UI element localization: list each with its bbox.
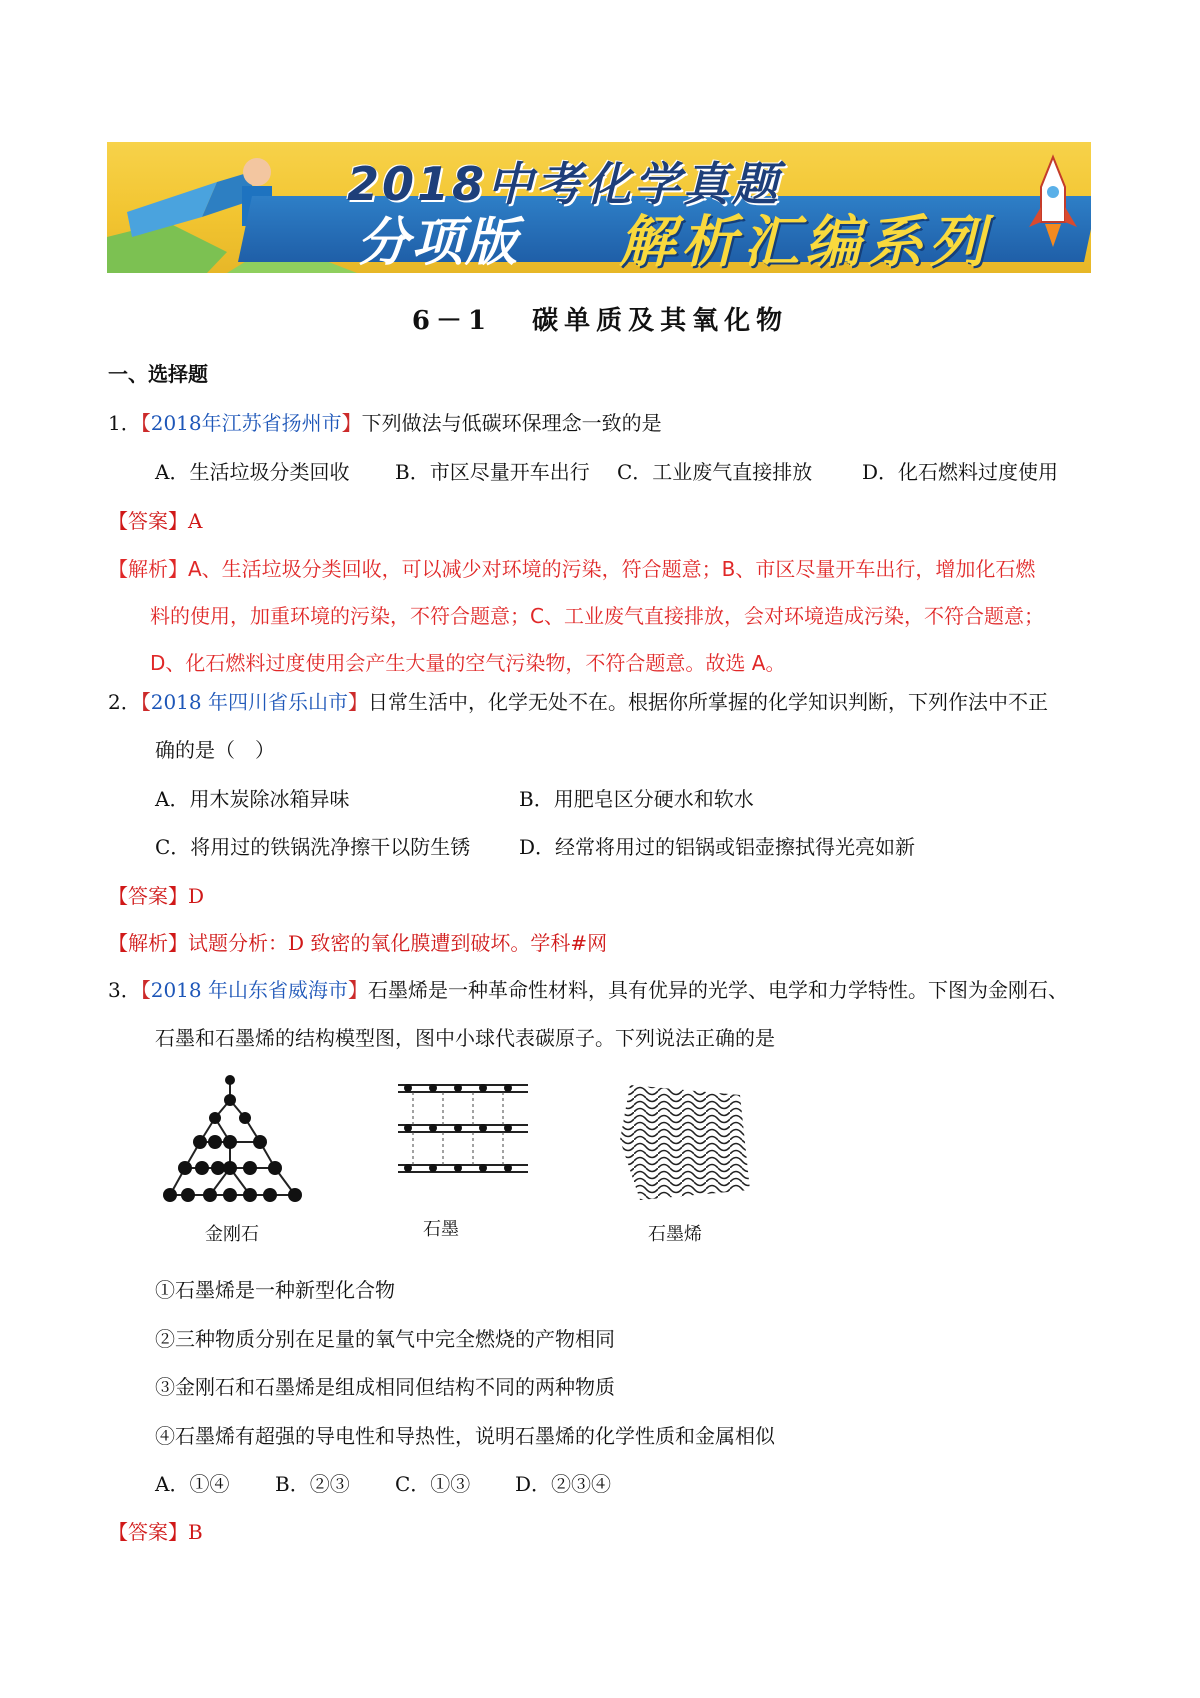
question-source: 2018 年四川省乐山市 (150, 690, 348, 714)
answer-value: B (188, 1520, 203, 1544)
option-b: B．②③ (275, 1472, 350, 1496)
graphite-structure (388, 1070, 538, 1210)
option-c: C．将用过的铁锅洗净擦干以防生锈 (155, 835, 471, 859)
statement-3: ③金刚石和石墨烯是组成相同但结构不同的两种物质 (155, 1375, 615, 1399)
diamond-structure (150, 1070, 320, 1220)
question-3-stem-line2: 石墨和石墨烯的结构模型图，图中小球代表碳原子。下列说法正确的是 (155, 1026, 775, 1050)
bracket-open: 【 (140, 411, 151, 435)
question-number: 3． (108, 978, 141, 1002)
answer-label: 【答案】 (108, 509, 188, 533)
option-d: D．经常将用过的铝锅或铝壶擦拭得光亮如新 (519, 835, 916, 859)
bracket-open: 【 (140, 978, 151, 1002)
answer-label: 【答案】 (108, 1520, 188, 1544)
question-2-options-row1 (155, 785, 754, 813)
banner-title-line2b: 解析汇编系列 (619, 210, 991, 273)
question-3-answer (108, 1518, 203, 1546)
question-3-options (155, 1470, 611, 1498)
question-2-explanation (108, 929, 607, 957)
question-source: 2018 年山东省威海市 (150, 978, 348, 1002)
header-banner (107, 142, 1091, 273)
chapter-title: 碳单质及其氧化物 (532, 306, 789, 336)
question-source: 2018年江苏省扬州市 (150, 411, 342, 435)
question-text: 石墨烯是一种革命性材料，具有优异的光学、电学和力学特性。下图为金刚石、 (368, 978, 1068, 1002)
option-d: D．化石燃料过度使用 (862, 460, 1059, 484)
question-text: 下列做法与低碳环保理念一致的是 (361, 411, 662, 435)
option-b: B．用肥皂区分硬水和软水 (519, 787, 754, 811)
explanation-label: 【解析】 (108, 557, 188, 581)
option-d: D．②③④ (515, 1472, 612, 1496)
rocket-icon (1023, 152, 1083, 252)
option-c: C．①③ (395, 1472, 471, 1496)
question-1-options (155, 458, 1058, 486)
explanation-text: 试题分析：D 致密的氧化膜遭到破坏。学科#网 (188, 931, 608, 955)
banner-title-line1: 2018中考化学真题 (347, 157, 782, 211)
question-1-explanation-line3: D、化石燃料过度使用会产生大量的空气污染物，不符合题意。故选 A。 (150, 651, 786, 675)
question-number: 1． (108, 411, 141, 435)
question-1-stem (108, 409, 662, 437)
bracket-open: 【 (140, 690, 151, 714)
question-2-answer (108, 882, 204, 910)
answer-value: A (188, 509, 203, 533)
question-text: 日常生活中，化学无处不在。根据你所掌握的化学知识判断，下列作法中不正 (368, 690, 1048, 714)
carbon-structures-figure (150, 1070, 770, 1250)
diamond-label: 金刚石 (205, 1224, 259, 1245)
answer-label: 【答案】 (108, 884, 188, 908)
statement-2: ②三种物质分别在足量的氧气中完全燃烧的产物相同 (155, 1327, 615, 1351)
question-1-answer (108, 507, 202, 535)
explanation-text: A、生活垃圾分类回收，可以减少对环境的污染，符合题意；B、市区尽量开车出行，增加化石燃 (188, 557, 1036, 581)
option-a: A．用木炭除冰箱异味 (155, 787, 350, 811)
option-a: A．①④ (155, 1472, 230, 1496)
graphene-structure (610, 1070, 760, 1215)
bracket-close: 】 (348, 690, 368, 714)
option-c: C．工业废气直接排放 (617, 460, 813, 484)
section-title: 一、选择题 (108, 362, 208, 386)
page-title (0, 300, 1200, 337)
chapter-number: 6－1 (411, 306, 493, 336)
statement-4: ④石墨烯有超强的导电性和导热性，说明石墨烯的化学性质和金属相似 (155, 1424, 775, 1448)
question-1-explanation-line2: 料的使用，加重环境的污染，不符合题意；C、工业废气直接排放，会对环境造成污染，不符合题意； (150, 604, 1044, 628)
option-a: A．生活垃圾分类回收 (155, 460, 350, 484)
banner-title-line2a: 分项版 (357, 213, 520, 273)
question-number: 2． (108, 690, 141, 714)
question-2-stem-line2: 确的是（ ） (155, 738, 275, 762)
explanation-label: 【解析】 (108, 931, 188, 955)
question-2-stem-line1 (108, 688, 1048, 716)
statement-1: ①石墨烯是一种新型化合物 (155, 1278, 395, 1302)
question-3-stem-line1 (108, 976, 1068, 1004)
question-2-options-row2 (155, 833, 915, 861)
option-b: B．市区尽量开车出行 (395, 460, 590, 484)
graphene-label: 石墨烯 (648, 1224, 702, 1245)
bracket-close: 】 (348, 978, 368, 1002)
question-1-explanation-line1 (108, 555, 1035, 583)
bracket-close: 】 (341, 411, 362, 435)
answer-value: D (188, 884, 205, 908)
graphite-label: 石墨 (423, 1219, 459, 1240)
